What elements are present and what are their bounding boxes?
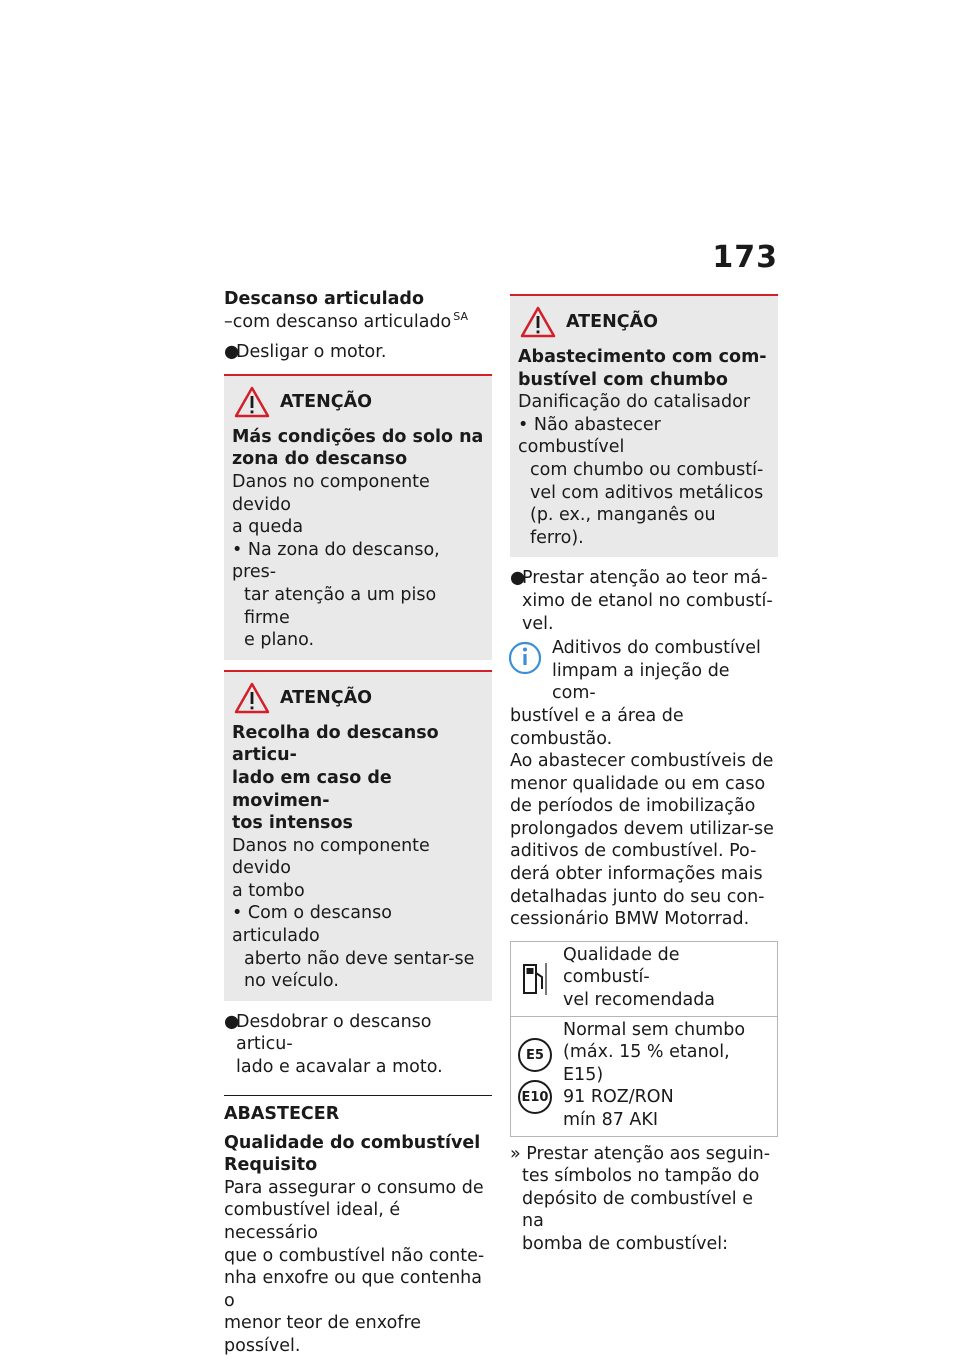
warning-item: • Na zona do descanso, pres-	[232, 539, 440, 583]
warning-box-solo	[224, 374, 492, 660]
sa-superscript: SA	[453, 309, 468, 323]
note-line: menor qualidade ou em caso	[510, 773, 766, 794]
bullet-icon: ●	[224, 1011, 240, 1032]
step-desdobrar-text: Desdobrar o descanso articu-	[236, 1011, 432, 1055]
paragraph-line: que o combustível não conte-	[224, 1245, 485, 1266]
warning-header	[234, 386, 484, 418]
bullet-icon: ●	[510, 568, 526, 589]
page-number: 173	[712, 240, 778, 275]
warning-triangle-icon	[234, 386, 270, 418]
subheading-qualidade: Qualidade do combustível	[224, 1132, 481, 1153]
note-line: Ao abastecer combustíveis de	[510, 751, 774, 772]
table-cell	[559, 942, 777, 1016]
note-line: derá obter informações mais	[510, 864, 763, 885]
table-text: (máx. 15 % etanol,	[563, 1042, 730, 1063]
info-note	[510, 637, 778, 931]
table-row	[511, 1016, 777, 1136]
note-line: Aditivos do combustível	[552, 638, 761, 659]
warning-body: Danos no componente devido	[232, 471, 430, 515]
warning-body: Danificação do catalisador	[518, 392, 751, 413]
note-line: bustível e a área de combustão.	[510, 705, 684, 749]
section-title-abastecer: ABASTECER	[224, 1095, 492, 1126]
final-step-cont: depósito de combustível e na	[522, 1188, 753, 1232]
warning-title: ATENÇÃO	[280, 391, 372, 412]
warning-item: no veículo.	[244, 971, 339, 992]
table-text: Normal sem chumbo	[563, 1019, 746, 1040]
warning-item: (p. ex., manganês ou ferro).	[530, 505, 716, 548]
paragraph-line: nha enxofre ou que contenha o	[224, 1268, 482, 1311]
left-column	[224, 288, 492, 1358]
warning-box-chumbo	[510, 294, 778, 557]
subheading-text: –com descanso articulado	[224, 311, 452, 332]
table-text: mín 87 AKI	[563, 1110, 659, 1130]
warning-item: • Não abastecer combustível	[518, 414, 661, 458]
e5-badge-icon: E5	[518, 1038, 552, 1072]
warning-item: tar atenção a um piso firme	[244, 584, 437, 628]
final-step-cont: bomba de combustível:	[522, 1233, 728, 1254]
fuel-quality-table	[510, 941, 778, 1137]
note-line: aditivos de combustível. Po-	[510, 841, 757, 862]
note-line: limpam a injeção de com-	[552, 660, 730, 704]
warning-triangle-icon	[234, 682, 270, 714]
note-line: prolongados devem utilizar-se	[510, 818, 774, 839]
note-line: de períodos de imobilização	[510, 796, 756, 817]
warning-header	[234, 682, 484, 714]
note-line: detalhadas junto do seu con-	[510, 886, 765, 907]
table-row	[511, 942, 777, 1016]
warning-heading: Más condições do solo na	[232, 426, 484, 447]
paragraph-line: Para assegurar o consumo de	[224, 1177, 484, 1198]
warning-item: • Com o descanso articulado	[232, 903, 392, 947]
table-cell	[559, 1017, 751, 1136]
info-icon	[506, 637, 544, 675]
warning-body: a queda	[232, 517, 304, 538]
warning-item: com chumbo ou combustí-	[530, 459, 764, 480]
step-etanol-cont: ximo de etanol no combustí-	[522, 590, 773, 611]
warning-body: a tombo	[232, 880, 305, 901]
table-text: Qualidade de combustí-	[563, 944, 680, 988]
heading-descanso: Descanso articulado	[224, 289, 424, 309]
subheading-requisito: Requisito	[224, 1155, 318, 1176]
fuel-badge-cell	[511, 1017, 559, 1136]
warning-title: ATENÇÃO	[566, 312, 658, 332]
warning-heading: Abastecimento com com-	[518, 347, 767, 367]
warning-item: vel com aditivos metálicos	[530, 482, 764, 503]
warning-heading: tos intensos	[232, 813, 353, 834]
fuel-pump-icon	[520, 961, 550, 997]
warning-box-recolha	[224, 670, 492, 1001]
step-desdobrar	[224, 1011, 492, 1056]
step-etanol	[510, 567, 778, 590]
table-text: E15)	[563, 1064, 604, 1085]
warning-title: ATENÇÃO	[280, 687, 372, 708]
warning-heading: bustível com chumbo	[518, 369, 728, 390]
table-text: vel recomendada	[563, 990, 716, 1011]
paragraph-line: menor teor de enxofre possível.	[224, 1313, 422, 1356]
e10-badge-icon: E10	[518, 1080, 552, 1114]
right-column	[510, 284, 778, 1256]
bullet-icon: ●	[224, 342, 240, 363]
step-etanol-cont: vel.	[522, 613, 554, 634]
final-step: » Prestar atenção aos seguin-	[510, 1143, 771, 1164]
warning-item: e plano.	[244, 630, 315, 651]
paragraph-line: combustível ideal, é necessário	[224, 1200, 401, 1243]
warning-heading: zona do descanso	[232, 449, 408, 470]
warning-heading: Recolha do descanso articu-	[232, 722, 439, 766]
step-desdobrar-cont: lado e acavalar a moto.	[236, 1057, 443, 1078]
table-text: 91 ROZ/RON	[563, 1087, 674, 1108]
warning-item: aberto não deve sentar-se	[244, 948, 475, 969]
warning-triangle-icon	[520, 306, 556, 338]
fuel-pump-cell	[511, 942, 559, 1016]
step-desligar	[224, 341, 492, 364]
warning-heading: lado em caso de movimen-	[232, 767, 392, 811]
final-step-cont: tes símbolos no tampão do	[522, 1166, 760, 1187]
subheading-descanso	[224, 311, 492, 334]
note-line: cessionário BMW Motorrad.	[510, 909, 750, 930]
warning-header	[520, 306, 770, 338]
warning-body: Danos no componente devido	[232, 835, 430, 879]
step-etanol-text: Prestar atenção ao teor má-	[522, 568, 768, 589]
step-desligar-text: Desligar o motor.	[236, 342, 387, 363]
